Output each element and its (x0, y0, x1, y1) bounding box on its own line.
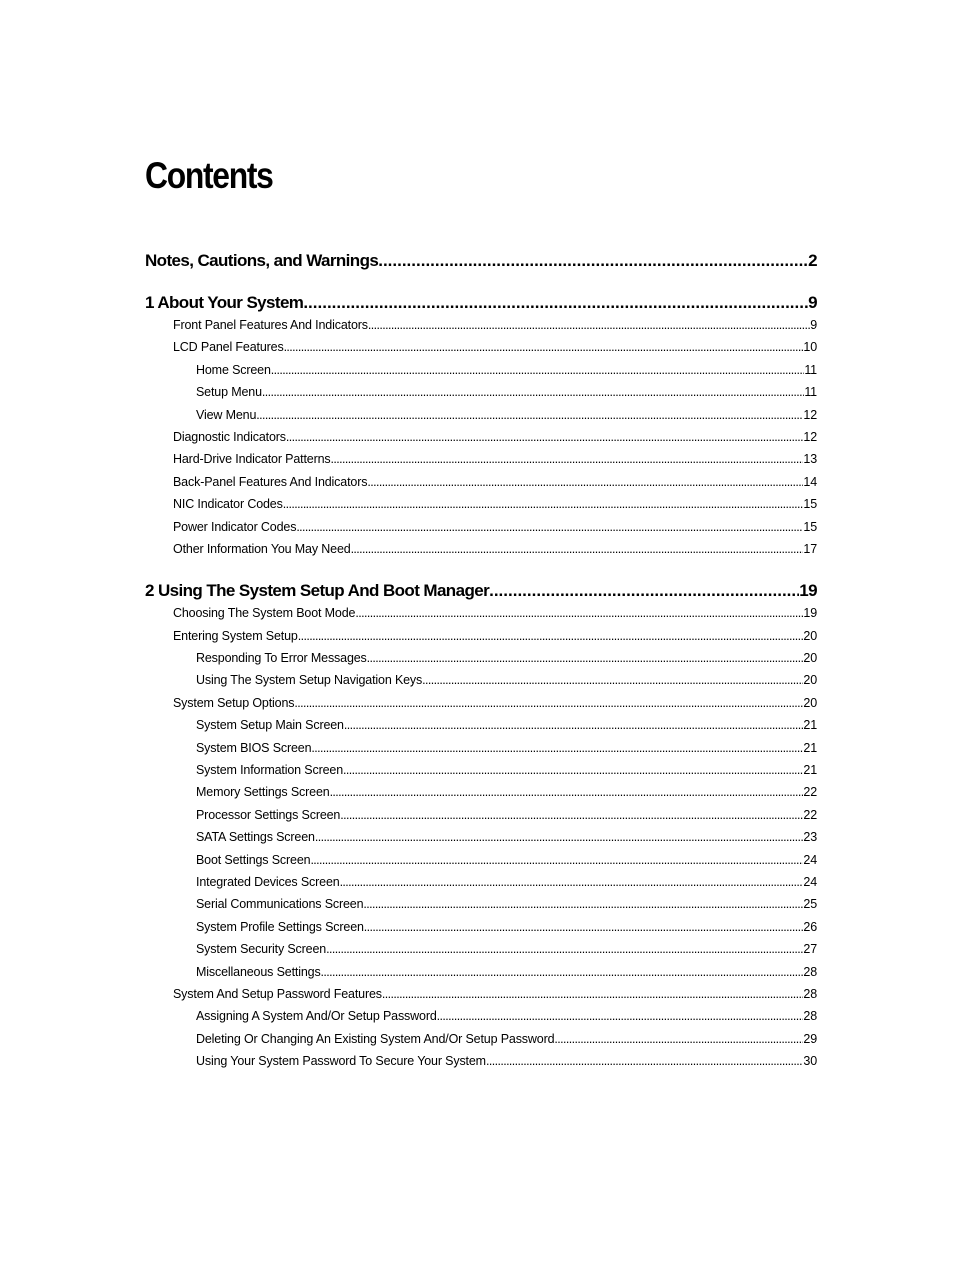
toc-dot-leader (298, 625, 804, 647)
toc-page-number: 21 (803, 718, 817, 733)
toc-dot-leader (303, 292, 808, 314)
toc-dot-leader (368, 314, 810, 336)
toc-section-entry[interactable] (145, 669, 817, 691)
toc-dot-leader (367, 647, 804, 669)
toc-page-number: 20 (803, 628, 817, 643)
toc-page-number: 28 (803, 964, 817, 979)
toc-dot-leader (283, 493, 804, 515)
toc-entry-label: Boot Settings Screen (196, 852, 311, 867)
toc-section-entry[interactable] (145, 359, 817, 381)
toc-page-number: 12 (803, 407, 817, 422)
toc-section-entry[interactable] (145, 426, 817, 448)
toc-dot-leader (378, 250, 808, 272)
toc-dot-leader (340, 804, 803, 826)
toc-entry-label: System Information Screen (196, 763, 344, 778)
toc-dot-leader (422, 669, 803, 691)
toc-page-number: 12 (803, 429, 817, 444)
toc-page-number: 19 (803, 606, 817, 621)
toc-page-number: 22 (803, 785, 817, 800)
toc-page-number: 23 (803, 830, 817, 845)
toc-entry-label: Hard-Drive Indicator Patterns (173, 452, 331, 467)
toc-page-number: 20 (803, 695, 817, 710)
toc-page-number: 17 (803, 541, 817, 556)
toc-entry-label: Diagnostic Indicators (173, 429, 286, 444)
toc-section-entry[interactable] (145, 893, 817, 915)
toc-section-entry[interactable] (145, 983, 817, 1005)
toc-page-number: 24 (803, 874, 817, 889)
toc-section-entry[interactable] (145, 781, 817, 803)
toc-section-entry[interactable] (145, 647, 817, 669)
toc-dot-leader (271, 359, 805, 381)
toc-chapter-entry[interactable] (145, 250, 817, 272)
toc-entry-label: Assigning A System And/Or Setup Password (196, 1009, 437, 1024)
toc-section-entry[interactable] (145, 692, 817, 714)
toc-dot-leader (286, 426, 804, 448)
toc-section-entry[interactable] (145, 336, 817, 358)
toc-page-number: 28 (803, 1009, 817, 1024)
toc-entry-label: System BIOS Screen (196, 740, 312, 755)
toc-page-number: 13 (803, 452, 817, 467)
toc-page-number: 20 (803, 651, 817, 666)
toc-dot-leader (355, 602, 803, 624)
toc-page-number: 20 (803, 673, 817, 688)
toc-section-entry[interactable] (145, 938, 817, 960)
toc-section-entry[interactable] (145, 493, 817, 515)
toc-section-entry[interactable] (145, 737, 817, 759)
toc-page-number: 11 (804, 385, 817, 400)
toc-entry-label: Front Panel Features And Indicators (173, 318, 368, 332)
toc-dot-leader (437, 1005, 804, 1027)
toc-page-number: 11 (804, 362, 817, 377)
toc-dot-leader (284, 336, 804, 358)
toc-entry-label: Other Information You May Need (173, 541, 351, 556)
toc-dot-leader (554, 1028, 803, 1050)
toc-page-number: 21 (803, 763, 817, 778)
toc-section-entry[interactable] (145, 602, 817, 624)
toc-section-entry[interactable] (145, 471, 817, 493)
toc-page-number: 10 (803, 340, 817, 355)
toc-page-number: 2 (808, 251, 817, 270)
toc-dot-leader (296, 516, 803, 538)
toc-dot-leader (489, 580, 799, 602)
toc-entry-label: NIC Indicator Codes (173, 497, 283, 512)
toc-section-entry[interactable] (145, 759, 817, 781)
toc-dot-leader (344, 714, 804, 736)
toc-dot-leader (330, 781, 804, 803)
toc-page-number: 14 (803, 474, 817, 489)
toc-dot-leader (294, 692, 803, 714)
toc-section-entry[interactable] (145, 625, 817, 647)
toc-dot-leader (256, 404, 803, 426)
toc-section-entry[interactable] (145, 804, 817, 826)
toc-entry-label: Memory Settings Screen (196, 785, 330, 800)
toc-page-number: 25 (803, 897, 817, 912)
toc-entry-label: Using Your System Password To Secure Your System (196, 1054, 486, 1069)
toc-dot-leader (311, 737, 803, 759)
toc-entry-label: Setup Menu (196, 385, 262, 400)
toc-page-number: 30 (803, 1054, 817, 1069)
toc-section-entry[interactable] (145, 961, 817, 983)
toc-page-number: 26 (803, 919, 817, 934)
toc-entry-label: System Setup Options (173, 695, 295, 710)
toc-entry-label: SATA Settings Screen (196, 830, 315, 845)
toc-dot-leader (331, 448, 804, 470)
toc-dot-leader (351, 538, 804, 560)
toc-page-number: 15 (803, 497, 817, 512)
toc-section-entry[interactable] (145, 826, 817, 848)
toc-entry-label: Serial Communications Screen (196, 897, 364, 912)
toc-entry-label: System Security Screen (196, 942, 327, 957)
toc-section-entry[interactable] (145, 714, 817, 736)
toc-section-entry[interactable] (145, 538, 817, 560)
toc-section-entry[interactable] (145, 404, 817, 426)
toc-section-entry[interactable] (145, 1050, 817, 1072)
toc-entry-label: Choosing The System Boot Mode (173, 606, 356, 621)
toc-page-number: 9 (810, 318, 817, 332)
toc-page-number: 24 (803, 852, 817, 867)
toc-page-number: 22 (803, 807, 817, 822)
toc-entry-label: System Setup Main Screen (196, 718, 344, 733)
toc-chapter-entry[interactable] (145, 580, 817, 602)
toc-entry-label: Integrated Devices Screen (196, 874, 340, 889)
toc-dot-leader (315, 826, 804, 848)
toc-entry-label: System Profile Settings Screen (196, 919, 364, 934)
toc-section-entry[interactable] (145, 871, 817, 893)
toc-page-number: 21 (803, 740, 817, 755)
toc-entry-label: LCD Panel Features (173, 340, 284, 355)
page-title: Contents (145, 155, 273, 196)
toc-page-number: 9 (808, 293, 817, 312)
toc-section-entry[interactable] (145, 1005, 817, 1027)
toc-page-number: 28 (803, 986, 817, 1001)
toc-section-entry[interactable] (145, 448, 817, 470)
toc-entry-label: Notes, Cautions, and Warnings (145, 251, 379, 270)
toc-page-number: 15 (803, 519, 817, 534)
toc-entry-label: Using The System Setup Navigation Keys (196, 673, 423, 688)
toc-section-entry[interactable] (145, 381, 817, 403)
toc-page-number: 19 (799, 581, 817, 601)
toc-dot-leader (310, 849, 803, 871)
toc-section-entry[interactable] (145, 1028, 817, 1050)
toc-chapter-entry[interactable] (145, 292, 817, 314)
toc-section-entry[interactable] (145, 916, 817, 938)
toc-section-entry[interactable] (145, 516, 817, 538)
toc-dot-leader (486, 1050, 803, 1072)
toc-page-number: 27 (803, 942, 817, 957)
toc-section-entry[interactable] (145, 849, 817, 871)
toc-dot-leader (340, 871, 804, 893)
toc-dot-leader (262, 381, 804, 403)
toc-dot-leader (367, 471, 803, 493)
toc-entry-label: 1 About Your System (145, 293, 304, 312)
toc-entry-label: Power Indicator Codes (173, 519, 297, 534)
toc-dot-leader (321, 961, 804, 983)
toc-dot-leader (364, 916, 804, 938)
toc-entry-label: Miscellaneous Settings (196, 964, 321, 979)
toc-entry-label: Responding To Error Messages (196, 651, 367, 666)
table-of-contents (145, 250, 817, 1073)
toc-entry-label: 2 Using The System Setup And Boot Manager (145, 581, 490, 601)
toc-dot-leader (343, 759, 803, 781)
toc-dot-leader (363, 893, 803, 915)
toc-entry-label: View Menu (196, 407, 257, 422)
toc-page-number: 29 (803, 1031, 817, 1046)
toc-entry-label: Back-Panel Features And Indicators (173, 474, 368, 489)
toc-entry-label: System And Setup Password Features (173, 986, 382, 1001)
toc-entry-label: Processor Settings Screen (196, 807, 341, 822)
toc-entry-label: Home Screen (196, 362, 271, 377)
toc-dot-leader (382, 983, 803, 1005)
toc-entry-label: Deleting Or Changing An Existing System And/Or Setup Password (196, 1031, 555, 1046)
toc-entry-label: Entering System Setup (173, 628, 298, 643)
toc-section-entry[interactable] (145, 314, 817, 336)
toc-dot-leader (326, 938, 803, 960)
